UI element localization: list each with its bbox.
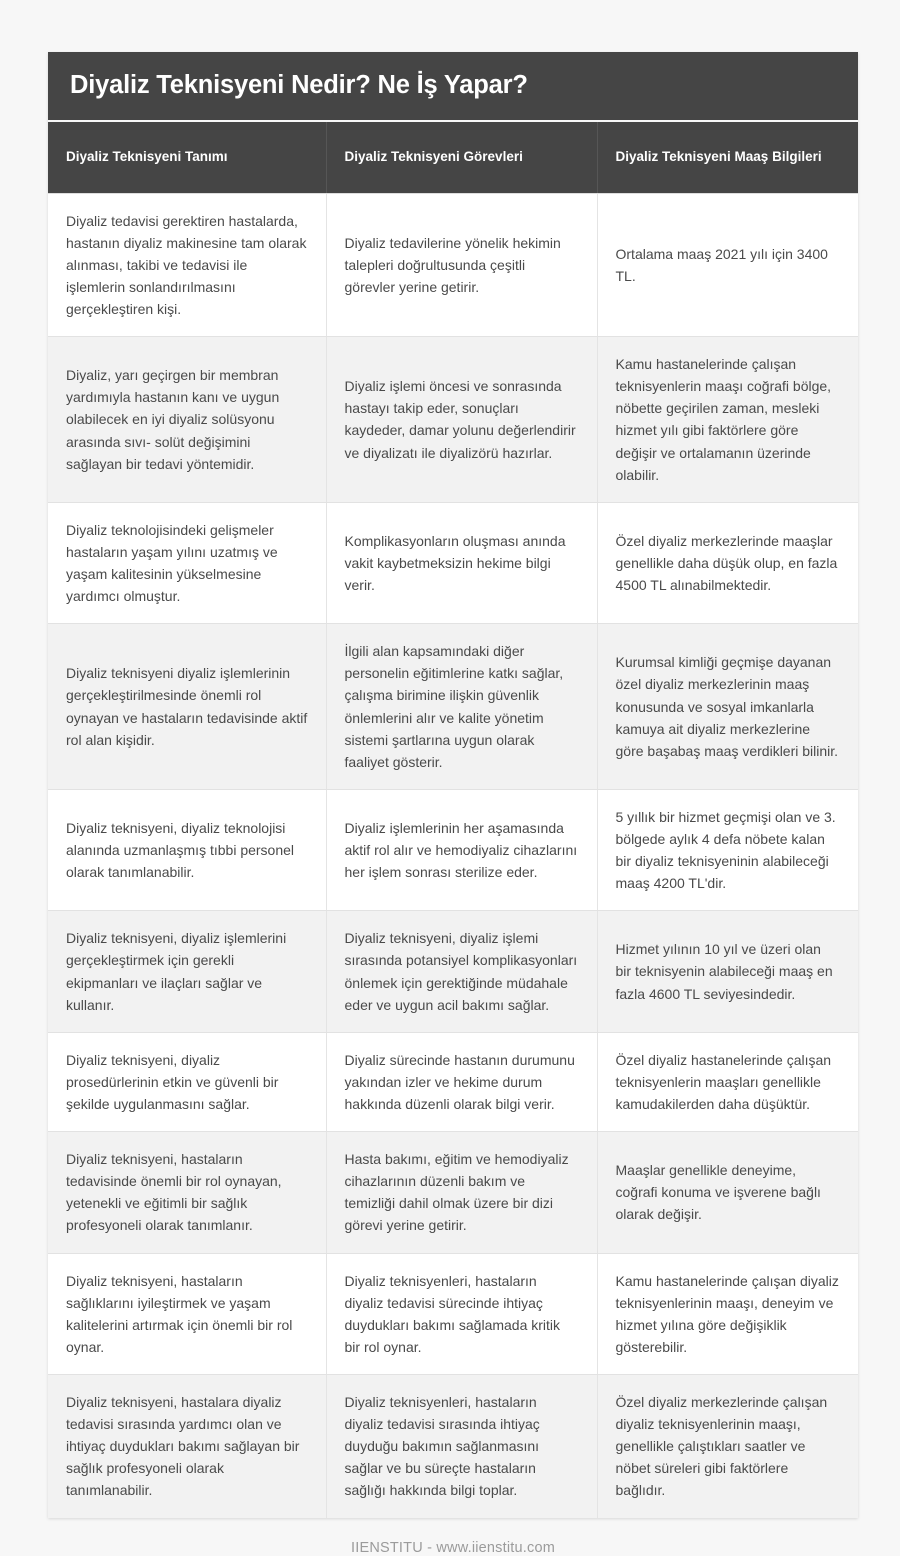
table-row — [48, 1132, 858, 1253]
cell-gorevler: Diyaliz teknisyenleri, hastaların diyaliz tedavisi sırasında ihtiyaç duyduğu bakımın sağlanmasını sağlar ve bu süreçte hastaların sağlığı hakkında bilgi toplar. — [326, 1374, 597, 1517]
cell-tanim: Diyaliz tedavisi gerektiren hastalarda, hastanın diyaliz makinesine tam olarak alınması, takibi ve tedavisi ile işlemlerin sonlandırılmasını gerçekleştiren kişi. — [48, 193, 326, 337]
cell-maas: Özel diyaliz merkezlerinde çalışan diyaliz teknisyenlerinin maaşı, genellikle çalıştıkları saatler ve nöbet süreleri gibi faktörlere bağlıdır. — [597, 1374, 858, 1517]
cell-maas: Kamu hastanelerinde çalışan teknisyenlerin maaşı coğrafi bölge, nöbette geçirilen zaman, mesleki hizmet yılı gibi faktörlere göre değişir ve ortalamanın üzerinde olabilir. — [597, 337, 858, 503]
cell-maas: 5 yıllık bir hizmet geçmişi olan ve 3. bölgede aylık 4 defa nöbete kalan bir diyaliz teknisyeninin alabileceği maaş 4200 TL'dir. — [597, 789, 858, 910]
cell-gorevler: Diyaliz teknisyeni, diyaliz işlemi sırasında potansiyel komplikasyonları önlemek için gerektiğinde müdahale eder ve uygun acil bakımı sağlar. — [326, 911, 597, 1032]
column-header-maas: Diyaliz Teknisyeni Maaş Bilgileri — [597, 122, 858, 194]
table-row — [48, 1374, 858, 1517]
info-table — [48, 122, 858, 1518]
info-table-card — [48, 52, 858, 1518]
cell-tanim: Diyaliz teknisyeni, diyaliz işlemlerini gerçekleştirmek için gerekli ekipmanları ve ilaçları sağlar ve kullanır. — [48, 911, 326, 1032]
cell-tanim: Diyaliz, yarı geçirgen bir membran yardımıyla hastanın kanı ve uygun olabilecek en iyi diyaliz solüsyonu arasında sıvı- solüt değişimini sağlayan bir tedavi yöntemidir. — [48, 337, 326, 503]
table-row — [48, 193, 858, 337]
column-header-gorevler: Diyaliz Teknisyeni Görevleri — [326, 122, 597, 194]
cell-tanim: Diyaliz teknolojisindeki gelişmeler hastaların yaşam yılını uzatmış ve yaşam kalitesinin yükselmesine yardımcı olmuştur. — [48, 502, 326, 623]
cell-tanim: Diyaliz teknisyeni, hastaların sağlıklarını iyileştirmek ve yaşam kalitelerini artırmak için önemli bir rol oynar. — [48, 1253, 326, 1374]
cell-maas: Hizmet yılının 10 yıl ve üzeri olan bir teknisyenin alabileceği maaş en fazla 4600 TL seviyesindedir. — [597, 911, 858, 1032]
table-row — [48, 789, 858, 910]
table-row — [48, 911, 858, 1032]
table-header — [48, 122, 858, 194]
table-row — [48, 337, 858, 503]
cell-gorevler: Diyaliz sürecinde hastanın durumunu yakından izler ve hekime durum hakkında düzenli olarak bilgi verir. — [326, 1032, 597, 1131]
title-bar — [48, 52, 858, 122]
table-body — [48, 193, 858, 1517]
cell-maas: Maaşlar genellikle deneyime, coğrafi konuma ve işverene bağlı olarak değişir. — [597, 1132, 858, 1253]
table-row — [48, 502, 858, 623]
cell-gorevler: Diyaliz tedavilerine yönelik hekimin talepleri doğrultusunda çeşitli görevler yerine getirir. — [326, 193, 597, 337]
cell-tanim: Diyaliz teknisyeni, diyaliz teknolojisi alanında uzmanlaşmış tıbbi personel olarak tanımlanabilir. — [48, 789, 326, 910]
cell-maas: Özel diyaliz merkezlerinde maaşlar genellikle daha düşük olup, en fazla 4500 TL alınabilmektedir. — [597, 502, 858, 623]
cell-maas: Özel diyaliz hastanelerinde çalışan teknisyenlerin maaşları genellikle kamudakilerden daha düşüktür. — [597, 1032, 858, 1131]
page-title: Diyaliz Teknisyeni Nedir? Ne İş Yapar? — [70, 71, 528, 99]
cell-gorevler: Diyaliz teknisyenleri, hastaların diyaliz tedavisi sürecinde ihtiyaç duydukları bakımı sağlamada kritik bir rol oynar. — [326, 1253, 597, 1374]
cell-maas: Kamu hastanelerinde çalışan diyaliz teknisyenlerinin maaşı, deneyim ve hizmet yılına göre değişiklik gösterebilir. — [597, 1253, 858, 1374]
table-row — [48, 624, 858, 790]
cell-tanim: Diyaliz teknisyeni diyaliz işlemlerinin gerçekleştirilmesinde önemli rol oynayan ve hastaların tedavisinde aktif rol alan kişidir. — [48, 624, 326, 790]
cell-tanim: Diyaliz teknisyeni, hastaların tedavisinde önemli bir rol oynayan, yetenekli ve eğitimli bir sağlık profesyoneli olarak tanımlanır. — [48, 1132, 326, 1253]
cell-gorevler: Diyaliz işlemi öncesi ve sonrasında hastayı takip eder, sonuçları kaydeder, damar yolunu değerlendirir ve diyalizatı ile diyalizörü hazırlar. — [326, 337, 597, 503]
column-header-tanim: Diyaliz Teknisyeni Tanımı — [48, 122, 326, 194]
table-row — [48, 1253, 858, 1374]
cell-maas: Kurumsal kimliği geçmişe dayanan özel diyaliz merkezlerinin maaş konusunda ve sosyal imkanlarla kamuya ait diyaliz merkezlerine göre başabaş maaş verdikleri bilinir. — [597, 624, 858, 790]
table-header-row — [48, 122, 858, 194]
cell-tanim: Diyaliz teknisyeni, hastalara diyaliz tedavisi sırasında yardımcı olan ve ihtiyaç duydukları bakımı sağlayan bir sağlık profesyoneli olarak tanımlanabilir. — [48, 1374, 326, 1517]
cell-gorevler: Diyaliz işlemlerinin her aşamasında aktif rol alır ve hemodiyaliz cihazlarını her işlem sonrası sterilize eder. — [326, 789, 597, 910]
cell-gorevler: Komplikasyonların oluşması anında vakit kaybetmeksizin hekime bilgi verir. — [326, 502, 597, 623]
cell-maas: Ortalama maaş 2021 yılı için 3400 TL. — [597, 193, 858, 337]
cell-gorevler: İlgili alan kapsamındaki diğer personelin eğitimlerine katkı sağlar, çalışma birimine ilişkin güvenlik önlemlerini alır ve kalite yönetim sistemi şartlarına uygun olarak faaliyet gösterir. — [326, 624, 597, 790]
table-row — [48, 1032, 858, 1131]
cell-tanim: Diyaliz teknisyeni, diyaliz prosedürlerinin etkin ve güvenli bir şekilde uygulanmasını sağlar. — [48, 1032, 326, 1131]
cell-gorevler: Hasta bakımı, eğitim ve hemodiyaliz cihazlarının düzenli bakım ve temizliği dahil olmak üzere bir dizi görevi yerine getirir. — [326, 1132, 597, 1253]
footer-attribution: IIENSTITU - www.iienstitu.com — [351, 1539, 555, 1556]
